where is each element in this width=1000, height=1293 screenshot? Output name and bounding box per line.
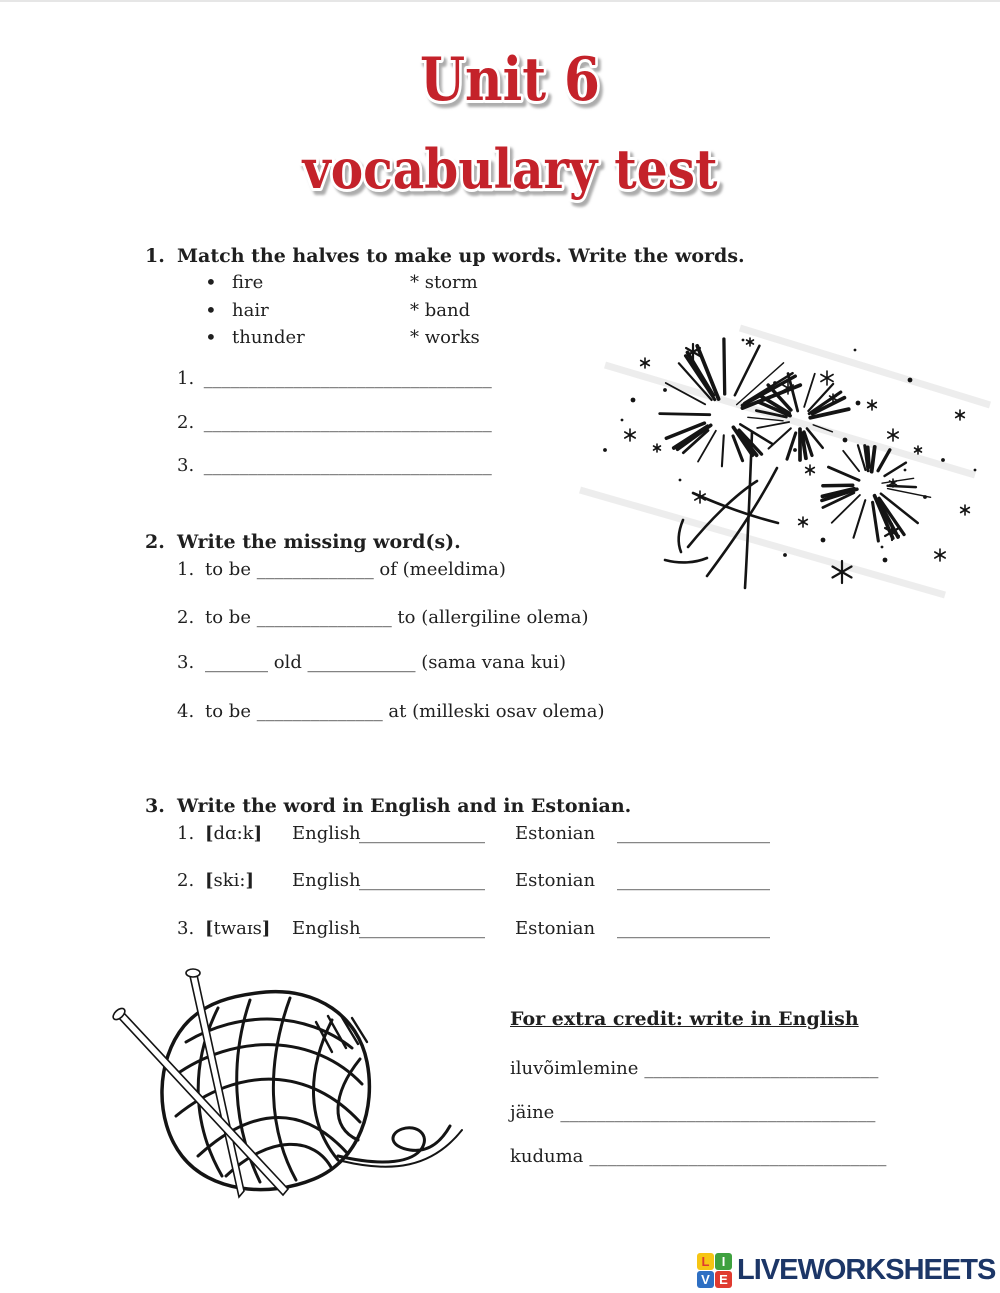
phonetic-text: dɑ:k bbox=[214, 823, 254, 844]
extra-credit-row bbox=[510, 1146, 886, 1167]
liveworksheets-logo-text: LIVEWORKSHEETS bbox=[737, 1252, 995, 1288]
english-blank[interactable]: ______________ bbox=[359, 918, 485, 939]
phonetic-transcription bbox=[205, 823, 262, 844]
pair-left-word[interactable]: fire bbox=[232, 272, 263, 293]
answer-blank[interactable]: ________________________________ bbox=[204, 412, 492, 433]
item-number: 3. bbox=[177, 918, 194, 939]
bracket: [ bbox=[205, 918, 214, 939]
logo-tile-i: I bbox=[715, 1253, 732, 1270]
section3-heading bbox=[145, 795, 631, 817]
section2-number: 2. bbox=[145, 531, 177, 553]
item-number: 2. bbox=[177, 870, 194, 891]
phonetic-text: twaɪs bbox=[214, 918, 262, 939]
answer-line-number: 2. bbox=[177, 412, 198, 433]
estonian-word: kuduma bbox=[510, 1146, 583, 1167]
extra-blank[interactable]: _________________________________ bbox=[589, 1146, 886, 1167]
phonetic-row bbox=[177, 823, 817, 849]
english-label: English bbox=[292, 870, 361, 891]
bullet-icon: • bbox=[205, 325, 217, 349]
answer-blank[interactable]: ________________________________ bbox=[204, 455, 492, 476]
section1-heading-text: Match the halves to make up words. Write the words. bbox=[177, 245, 745, 267]
extra-credit-row bbox=[510, 1102, 875, 1123]
title-line1: Unit 6 bbox=[420, 45, 600, 115]
bracket: ] bbox=[246, 870, 255, 891]
item-text[interactable]: to be _____________ of (meeldima) bbox=[205, 559, 506, 580]
liveworksheets-logo[interactable] bbox=[697, 1252, 995, 1288]
phonetic-row bbox=[177, 870, 817, 896]
logo-tile-l: L bbox=[697, 1253, 714, 1270]
estonian-label: Estonian bbox=[515, 918, 595, 939]
pair-right-word[interactable]: * band bbox=[410, 300, 470, 321]
estonian-label: Estonian bbox=[515, 823, 595, 844]
phonetic-transcription bbox=[205, 870, 254, 891]
bullet-icon: • bbox=[205, 270, 217, 294]
answer-line-number: 1. bbox=[177, 368, 198, 389]
estonian-word: jäine bbox=[510, 1102, 554, 1123]
section1-heading bbox=[145, 245, 745, 267]
bracket: ] bbox=[254, 823, 263, 844]
pair-right-word[interactable]: * works bbox=[410, 327, 480, 348]
phonetic-text: ski: bbox=[214, 870, 246, 891]
section1-number: 1. bbox=[145, 245, 177, 267]
pair-left-word[interactable]: thunder bbox=[232, 327, 305, 348]
answer-line-row bbox=[177, 455, 492, 476]
answer-blank[interactable]: ________________________________ bbox=[204, 368, 492, 389]
item-number: 1. bbox=[177, 823, 194, 844]
bullet-icon: • bbox=[205, 298, 217, 322]
estonian-blank[interactable]: _________________ bbox=[617, 870, 770, 891]
english-blank[interactable]: ______________ bbox=[359, 823, 485, 844]
item-text[interactable]: to be _______________ to (allergiline olema) bbox=[205, 607, 589, 628]
estonian-word: iluvõimlemine bbox=[510, 1058, 638, 1079]
answer-line-row bbox=[177, 368, 492, 389]
section3-heading-text: Write the word in English and in Estonian. bbox=[177, 795, 631, 817]
phonetic-transcription bbox=[205, 918, 270, 939]
item-number: 2. bbox=[177, 607, 205, 628]
answer-line-number: 3. bbox=[177, 455, 198, 476]
extra-credit-heading: For extra credit: write in English bbox=[510, 1008, 859, 1030]
bracket: ] bbox=[262, 918, 271, 939]
section2-heading bbox=[145, 531, 461, 553]
item-number: 1. bbox=[177, 559, 205, 580]
fill-item-row bbox=[177, 701, 605, 722]
fireworks-image bbox=[545, 320, 995, 620]
answer-line-row bbox=[177, 412, 492, 433]
section3-number: 3. bbox=[145, 795, 177, 817]
item-text[interactable]: _______ old ____________ (sama vana kui) bbox=[205, 652, 566, 673]
estonian-blank[interactable]: _________________ bbox=[617, 918, 770, 939]
liveworksheets-logo-icon bbox=[697, 1253, 732, 1288]
phonetic-row bbox=[177, 918, 817, 944]
title-vocabulary-test bbox=[250, 126, 770, 218]
yarn-image bbox=[70, 964, 470, 1216]
extra-blank[interactable]: __________________________ bbox=[644, 1058, 878, 1079]
title-unit-6 bbox=[330, 34, 690, 126]
section2-heading-text: Write the missing word(s). bbox=[177, 531, 461, 553]
bracket: [ bbox=[205, 823, 214, 844]
english-label: English bbox=[292, 823, 361, 844]
estonian-blank[interactable]: _________________ bbox=[617, 823, 770, 844]
item-number: 4. bbox=[177, 701, 205, 722]
title-line2: vocabulary test bbox=[302, 137, 718, 201]
estonian-label: Estonian bbox=[515, 870, 595, 891]
extra-blank[interactable]: ___________________________________ bbox=[560, 1102, 875, 1123]
logo-tile-e: E bbox=[715, 1271, 732, 1288]
fill-item-row bbox=[177, 652, 566, 673]
pair-left-word[interactable]: hair bbox=[232, 300, 269, 321]
fill-item-row bbox=[177, 607, 589, 628]
item-number: 3. bbox=[177, 652, 205, 673]
english-blank[interactable]: ______________ bbox=[359, 870, 485, 891]
english-label: English bbox=[292, 918, 361, 939]
logo-tile-v: V bbox=[697, 1271, 714, 1288]
bracket: [ bbox=[205, 870, 214, 891]
extra-credit-row bbox=[510, 1058, 878, 1079]
item-text[interactable]: to be ______________ at (milleski osav olema) bbox=[205, 701, 605, 722]
pair-right-word[interactable]: * storm bbox=[410, 272, 478, 293]
match-pair-row bbox=[205, 272, 625, 298]
fill-item-row bbox=[177, 559, 506, 580]
